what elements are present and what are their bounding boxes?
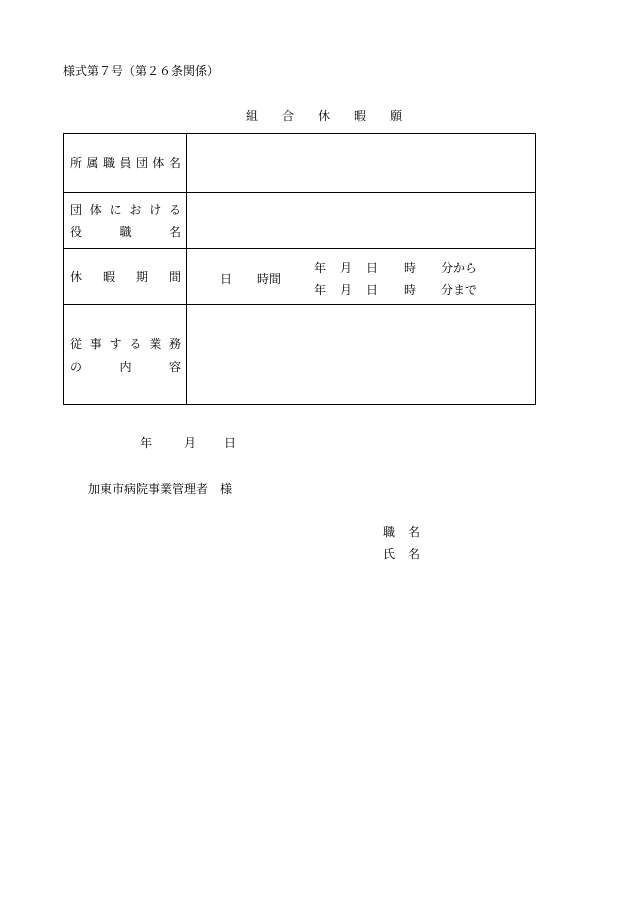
submission-date (140, 434, 236, 451)
to-year: 年 (314, 283, 327, 297)
signature-title-label: 職 (383, 525, 396, 539)
label-union-position-line1 (70, 203, 181, 217)
label-char: 従 (70, 337, 83, 351)
leave-period-field[interactable] (187, 249, 535, 304)
signature-name-label: 名 (408, 547, 421, 561)
label-cell (64, 193, 187, 248)
label-char: 属 (86, 156, 99, 170)
row-union-name (64, 134, 535, 193)
label-char: す (109, 337, 122, 351)
label-char: の (70, 360, 83, 374)
to-day: 日 (366, 283, 379, 297)
from-hour: 時 (404, 261, 417, 275)
signature-title-label: 名 (408, 525, 421, 539)
label-leave-period (70, 270, 181, 284)
from-day: 日 (366, 261, 379, 275)
title-char: 暇 (354, 109, 367, 123)
label-char: 団 (135, 156, 148, 170)
label-char: る (168, 203, 181, 217)
label-char: る (129, 337, 142, 351)
signature-title-row (383, 523, 420, 540)
from-month: 月 (340, 261, 353, 275)
row-leave-period (64, 249, 535, 305)
document-title (246, 107, 402, 124)
union-name-field[interactable] (187, 134, 535, 192)
label-char: 暇 (102, 270, 115, 284)
label-char: 事 (89, 337, 102, 351)
to-month: 月 (340, 283, 353, 297)
label-union-position-line2 (70, 225, 181, 239)
form-identifier: 様式第７号（第２６条関係） (63, 64, 220, 78)
label-char: 所 (70, 156, 83, 170)
label-char: 員 (119, 156, 132, 170)
label-char: 役 (70, 225, 83, 239)
label-char: 体 (89, 203, 102, 217)
title-char: 組 (246, 109, 259, 123)
label-cell (64, 134, 187, 192)
label-char: 体 (152, 156, 165, 170)
label-cell (64, 305, 187, 404)
label-char: 内 (119, 360, 132, 374)
signature-name-row (383, 545, 420, 562)
label-char: 名 (168, 225, 181, 239)
title-char: 合 (282, 109, 295, 123)
label-duty-content-line2 (70, 360, 181, 374)
label-char: 期 (135, 270, 148, 284)
label-char: 業 (149, 337, 162, 351)
duration-hours: 時間 (257, 272, 282, 286)
duty-content-field[interactable] (187, 305, 535, 404)
label-char: 職 (102, 156, 115, 170)
from-year: 年 (314, 261, 327, 275)
label-char: 職 (119, 225, 132, 239)
union-position-field[interactable] (187, 193, 535, 248)
label-duty-content-line1 (70, 337, 181, 351)
title-char: 休 (318, 109, 331, 123)
title-char: 願 (390, 109, 403, 123)
addressee: 加東市病院事業管理者 様 (88, 482, 233, 496)
date-day: 日 (224, 436, 237, 450)
label-union-name (70, 156, 181, 170)
row-union-position (64, 193, 535, 249)
label-char: 休 (70, 270, 83, 284)
label-cell (64, 249, 187, 304)
label-char: 容 (168, 360, 181, 374)
duration-day: 日 (220, 272, 233, 286)
to-minute: 分まで (441, 283, 478, 297)
row-duty-content (64, 305, 535, 404)
label-char: お (129, 203, 142, 217)
label-char: け (149, 203, 162, 217)
label-char: 団 (70, 203, 83, 217)
leave-request-table (63, 133, 536, 405)
from-minute: 分から (441, 261, 478, 275)
date-month: 月 (184, 436, 197, 450)
label-char: 務 (168, 337, 181, 351)
signature-name-label: 氏 (383, 547, 396, 561)
label-char: 間 (168, 270, 181, 284)
date-year: 年 (140, 436, 153, 450)
label-char: 名 (168, 156, 181, 170)
to-hour: 時 (404, 283, 417, 297)
label-char: に (109, 203, 122, 217)
